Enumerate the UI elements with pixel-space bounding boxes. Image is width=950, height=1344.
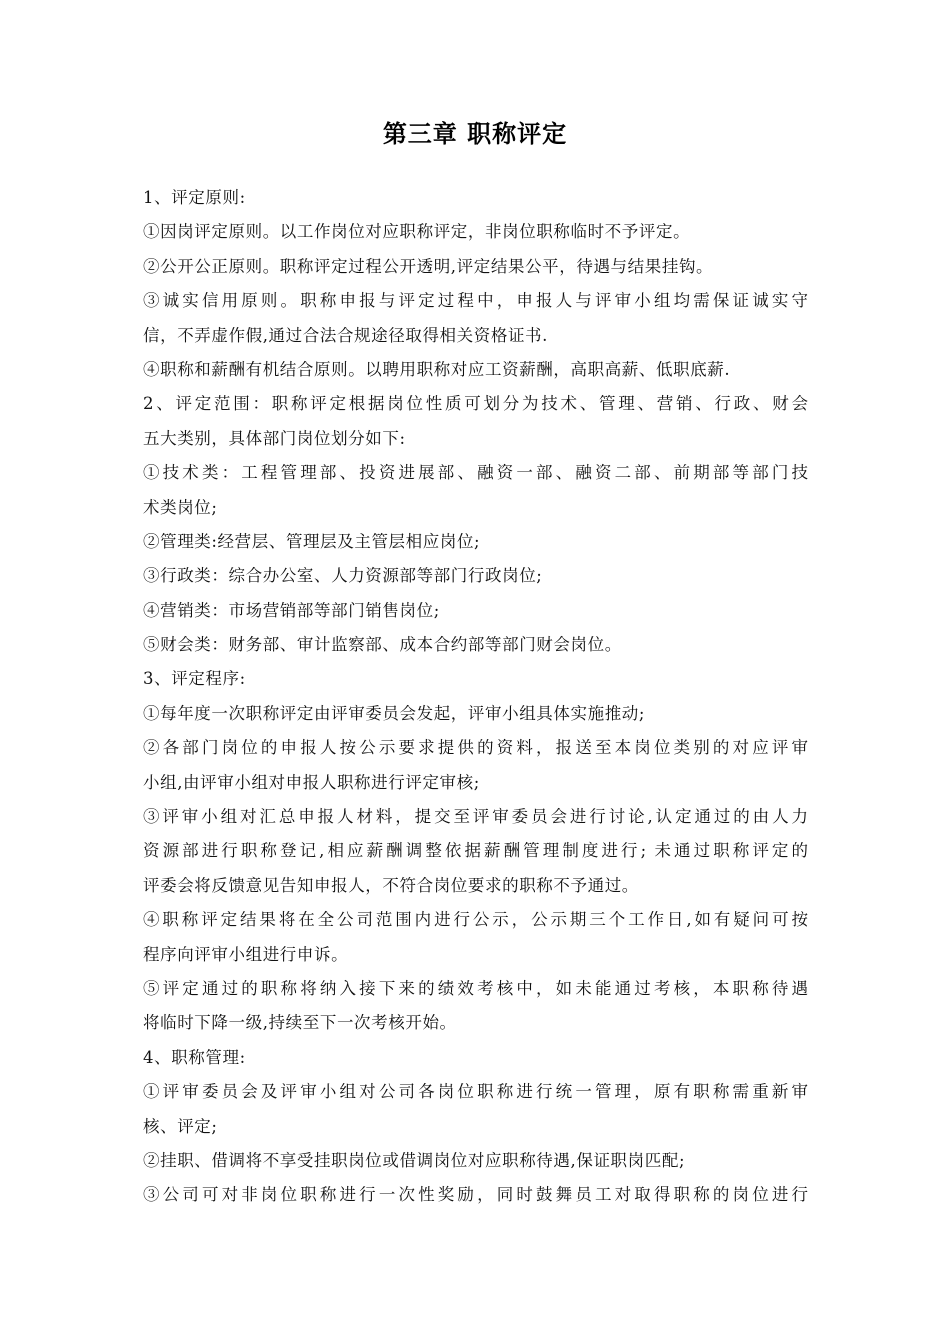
text-line: ①评审委员会及评审小组对公司各岗位职称进行统一管理，原有职称需重新审	[143, 1082, 808, 1102]
text-line: 评委会将反馈意见告知申报人，不符合岗位要求的职称不予通过。	[143, 875, 639, 895]
text-line: 核、评定;	[143, 1116, 218, 1136]
document-body	[143, 181, 808, 1213]
text-line: ②各部门岗位的申报人按公示要求提供的资料，报送至本岗位类别的对应评审	[143, 738, 808, 758]
text-line: 程序向评审小组进行申诉。	[143, 944, 349, 964]
text-line: 信，不弄虚作假,通过合法合规途径取得相关资格证书.	[143, 325, 548, 345]
text-line: ①每年度一次职称评定由评审委员会发起，评审小组具体实施推动;	[143, 703, 646, 723]
chapter-title: 第三章 职称评定	[382, 119, 568, 148]
text-line: 小组,由评审小组对申报人职称进行评定审核;	[143, 772, 480, 792]
text-line: 4、职称管理:	[143, 1047, 246, 1067]
text-line: 术类岗位;	[143, 497, 218, 517]
text-line: ①技术类：工程管理部、投资进展部、融资一部、融资二部、前期部等部门技	[143, 463, 808, 483]
text-line: ④职称评定结果将在全公司范围内进行公示，公示期三个工作日,如有疑问可按	[143, 910, 808, 930]
text-line: 1、评定原则:	[143, 188, 246, 207]
text-line: 资源部进行职称登记,相应薪酬调整依据薪酬管理制度进行; 未通过职称评定的	[143, 841, 808, 861]
text-line: 2、评定范围：职称评定根据岗位性质可划分为技术、管理、营销、行政、财会	[143, 394, 808, 414]
text-line: ④营销类：市场营销部等部门销售岗位;	[143, 600, 440, 620]
text-line: ③诚实信用原则。职称申报与评定过程中，申报人与评审小组均需保证诚实守	[143, 291, 808, 311]
text-line: ④职称和薪酬有机结合原则。以聘用职称对应工资薪酬，高职高薪、低职底薪.	[143, 359, 731, 379]
text-line: ⑤财会类：财务部、审计监察部、成本合约部等部门财会岗位。	[143, 635, 622, 655]
text-line: 将临时下降一级,持续至下一次考核开始。	[143, 1013, 457, 1033]
text-line: 五大类别，具体部门岗位划分如下:	[143, 428, 406, 448]
text-line: ⑤评定通过的职称将纳入接下来的绩效考核中，如未能通过考核，本职称待遇	[143, 978, 808, 998]
text-line: ③评审小组对汇总申报人材料，提交至评审委员会进行讨论,认定通过的由人力	[143, 807, 808, 827]
text-line: ③公司可对非岗位职称进行一次性奖励，同时鼓舞员工对取得职称的岗位进行	[143, 1185, 808, 1205]
text-line: ③行政类：综合办公室、人力资源部等部门行政岗位;	[143, 566, 543, 586]
text-line: ②管理类:经营层、管理层及主管层相应岗位;	[143, 531, 481, 551]
text-line: ①因岗评定原则。以工作岗位对应职称评定，非岗位职称临时不予评定。	[143, 222, 691, 242]
text-line: ②公开公正原则。职称评定过程公开透明,评定结果公平，待遇与结果挂钩。	[143, 256, 714, 276]
text-line: ②挂职、借调将不享受挂职岗位或借调岗位对应职称待遇,保证职岗匹配;	[143, 1150, 686, 1170]
text-line: 3、评定程序:	[143, 669, 246, 689]
